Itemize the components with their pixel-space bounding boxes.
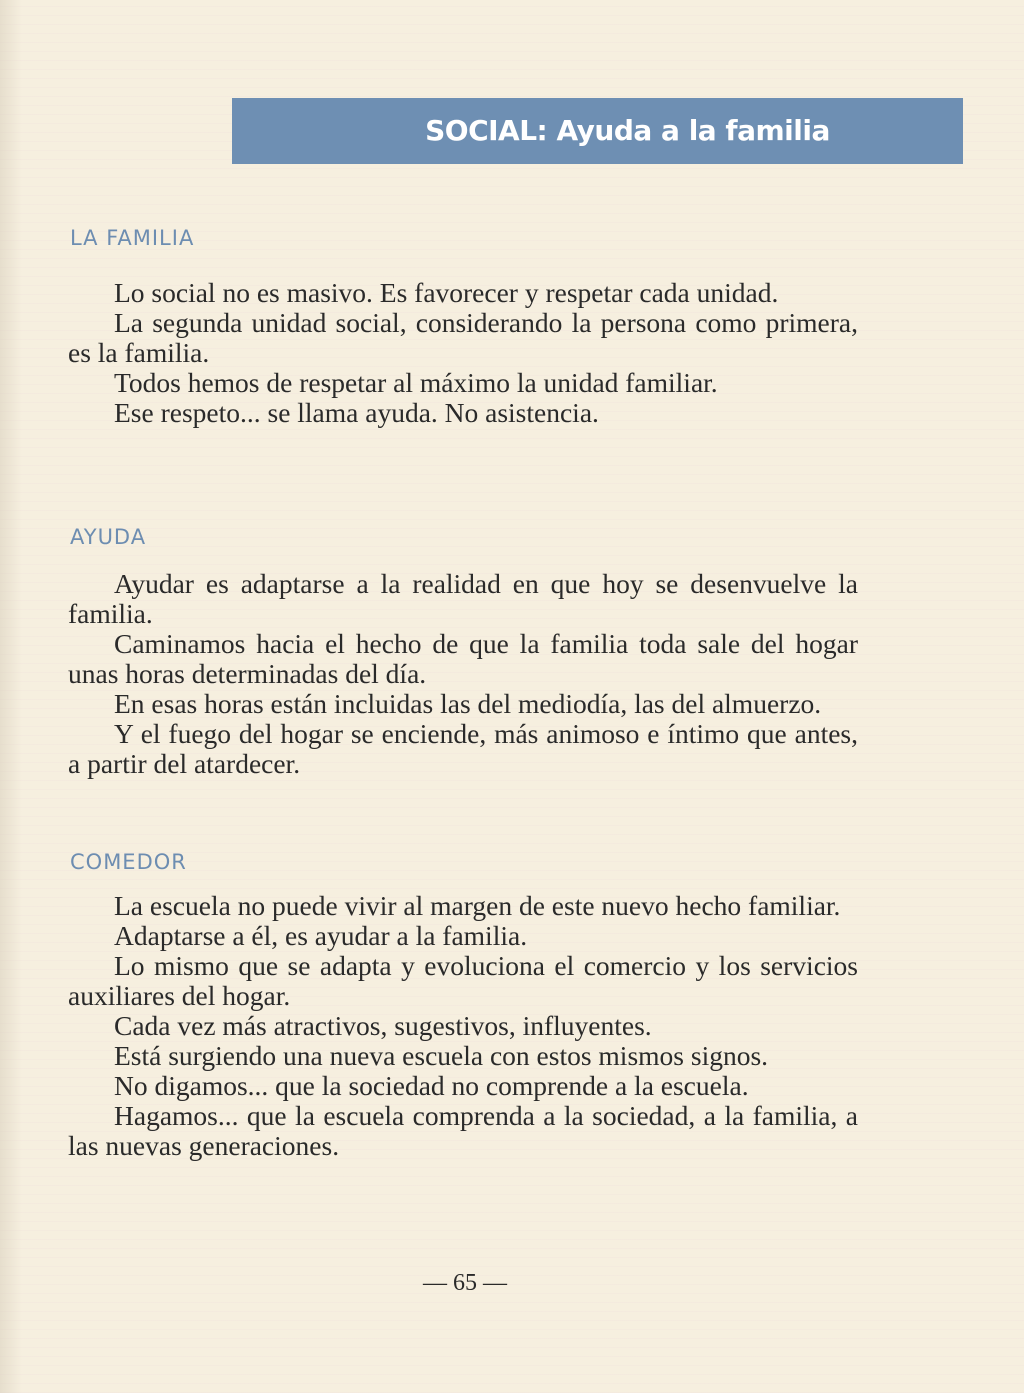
paragraph: Ayudar es adaptarse a la realidad en que hoy se desenvuelve la familia. xyxy=(68,568,858,629)
paragraph: No digamos... que la sociedad no comprende a la escuela. xyxy=(114,1070,749,1101)
paragraph: La segunda unidad social, considerando la persona como primera, es la familia. xyxy=(68,307,858,368)
page-number: — 65 — xyxy=(423,1270,507,1296)
paragraph: Ese respeto... se llama ayuda. No asistencia. xyxy=(114,397,599,428)
section-heading-ayuda: AYUDA xyxy=(70,525,147,549)
page-title: SOCIAL: Ayuda a la familia xyxy=(425,114,830,147)
paragraph: Lo social no es masivo. Es favorecer y respetar cada unidad. xyxy=(114,277,779,308)
paragraph: Lo mismo que se adapta y evoluciona el comercio y los servicios auxiliares del hogar. xyxy=(68,950,858,1011)
paragraph: Caminamos hacia el hecho de que la familia toda sale del hogar unas horas determinadas del día. xyxy=(68,628,858,689)
paragraph: Y el fuego del hogar se enciende, más animoso e íntimo que antes, a partir del atardecer. xyxy=(68,718,858,779)
paragraph: Todos hemos de respetar al máximo la unidad familiar. xyxy=(114,367,718,398)
paragraph: Está surgiendo una nueva escuela con estos mismos signos. xyxy=(114,1040,769,1071)
section-body-ayuda xyxy=(68,569,858,779)
section-body-la-familia xyxy=(68,278,858,428)
paragraph: Cada vez más atractivos, sugestivos, influyentes. xyxy=(114,1010,652,1041)
section-heading-comedor: COMEDOR xyxy=(70,850,187,874)
paragraph: Hagamos... que la escuela comprenda a la sociedad, a la familia, a las nuevas generaciones. xyxy=(68,1100,858,1161)
paragraph: En esas horas están incluidas las del mediodía, las del almuerzo. xyxy=(114,688,822,719)
section-body-comedor xyxy=(68,891,858,1161)
paragraph: Adaptarse a él, es ayudar a la familia. xyxy=(114,920,528,951)
paragraph: La escuela no puede vivir al margen de este nuevo hecho familiar. xyxy=(114,890,841,921)
section-heading-la-familia: LA FAMILIA xyxy=(70,226,195,250)
